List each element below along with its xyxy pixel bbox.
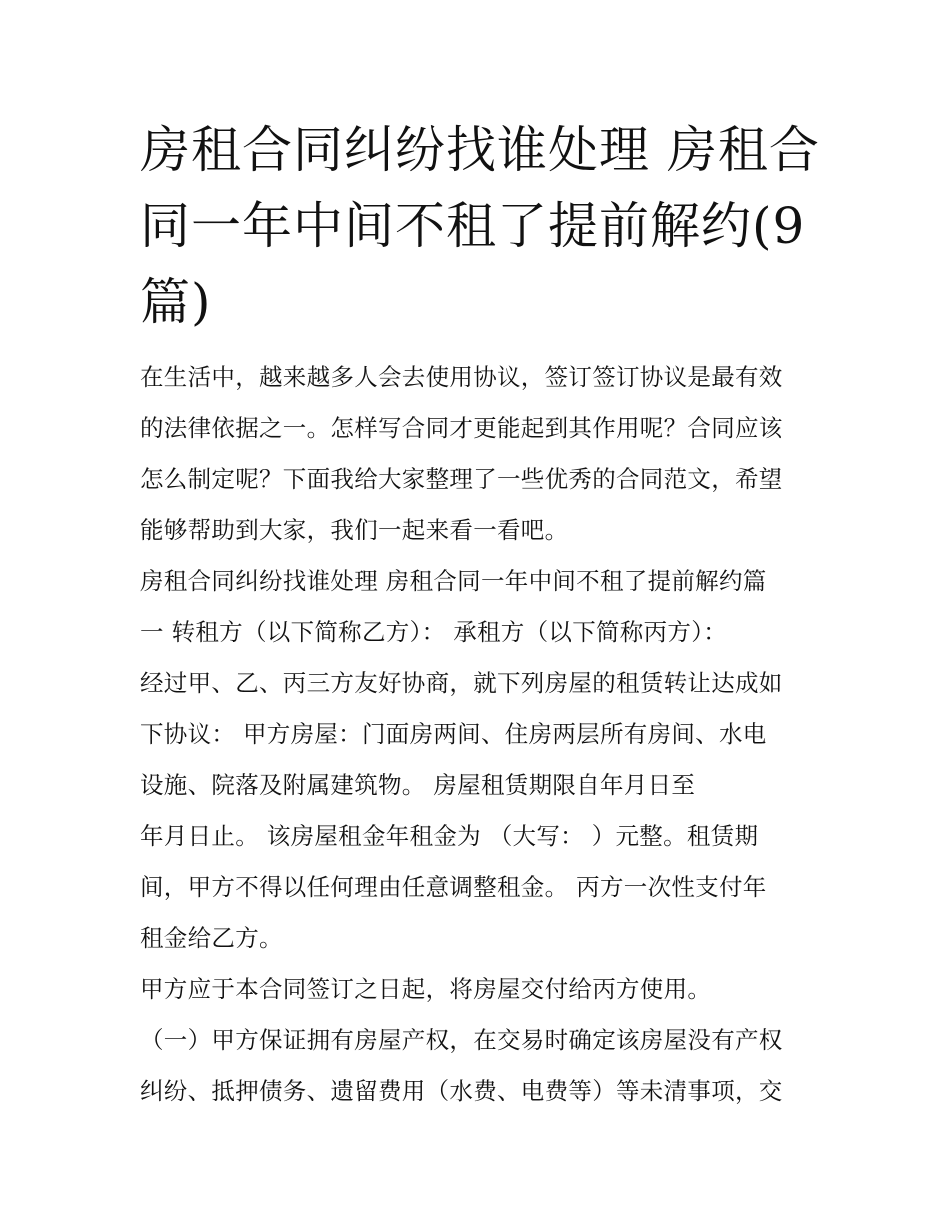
title-line: 房租合同纠纷找谁处理 房租合	[140, 121, 820, 179]
intro-paragraph	[140, 352, 815, 556]
text-line: 租金给乙方。	[140, 924, 283, 952]
text-line: 下协议： 甲方房屋：门面房两间、住房两层所有房间、水电	[140, 720, 767, 748]
clause-paragraph	[140, 1015, 815, 1117]
title-line: 同一年中间不租了提前解约(9	[140, 197, 806, 255]
text-line: 能够帮助到大家，我们一起来看一看吧。	[140, 516, 569, 544]
document-content	[140, 112, 820, 1117]
text-line: 设施、院落及附属建筑物。 房屋租赁期限自年月日至	[140, 771, 696, 799]
text-line: 在生活中，越来越多人会去使用协议，签订签订协议是最有效	[140, 363, 783, 391]
contract-paragraph	[140, 556, 815, 964]
text-line: 房租合同纠纷找谁处理 房租合同一年中间不租了提前解约篇	[140, 567, 767, 595]
text-line: （一）甲方保证拥有房屋产权，在交易时确定该房屋没有产权	[140, 1026, 783, 1054]
text-line: 的法律依据之一。怎样写合同才更能起到其作用呢？合同应该	[140, 414, 783, 442]
text-line: 经过甲、乙、丙三方友好协商，就下列房屋的租赁转让达成如	[140, 669, 783, 697]
text-line: 纠纷、抵押债务、遗留费用（水费、电费等）等未清事项，交	[140, 1077, 783, 1105]
delivery-paragraph	[140, 964, 815, 1015]
text-line: 年月日止。 该房屋租金年租金为 （大写： ）元整。租赁期	[140, 822, 759, 850]
document-title	[140, 112, 820, 340]
text-line: 怎么制定呢？下面我给大家整理了一些优秀的合同范文，希望	[140, 465, 783, 493]
text-line: 间，甲方不得以任何理由任意调整租金。 丙方一次性支付年	[140, 873, 767, 901]
text-line: 一 转租方（以下简称乙方）： 承租方（以下简称丙方）：	[140, 618, 728, 646]
title-line: 篇)	[140, 273, 212, 331]
text-line: 甲方应于本合同签订之日起，将房屋交付给丙方使用。	[140, 975, 712, 1003]
